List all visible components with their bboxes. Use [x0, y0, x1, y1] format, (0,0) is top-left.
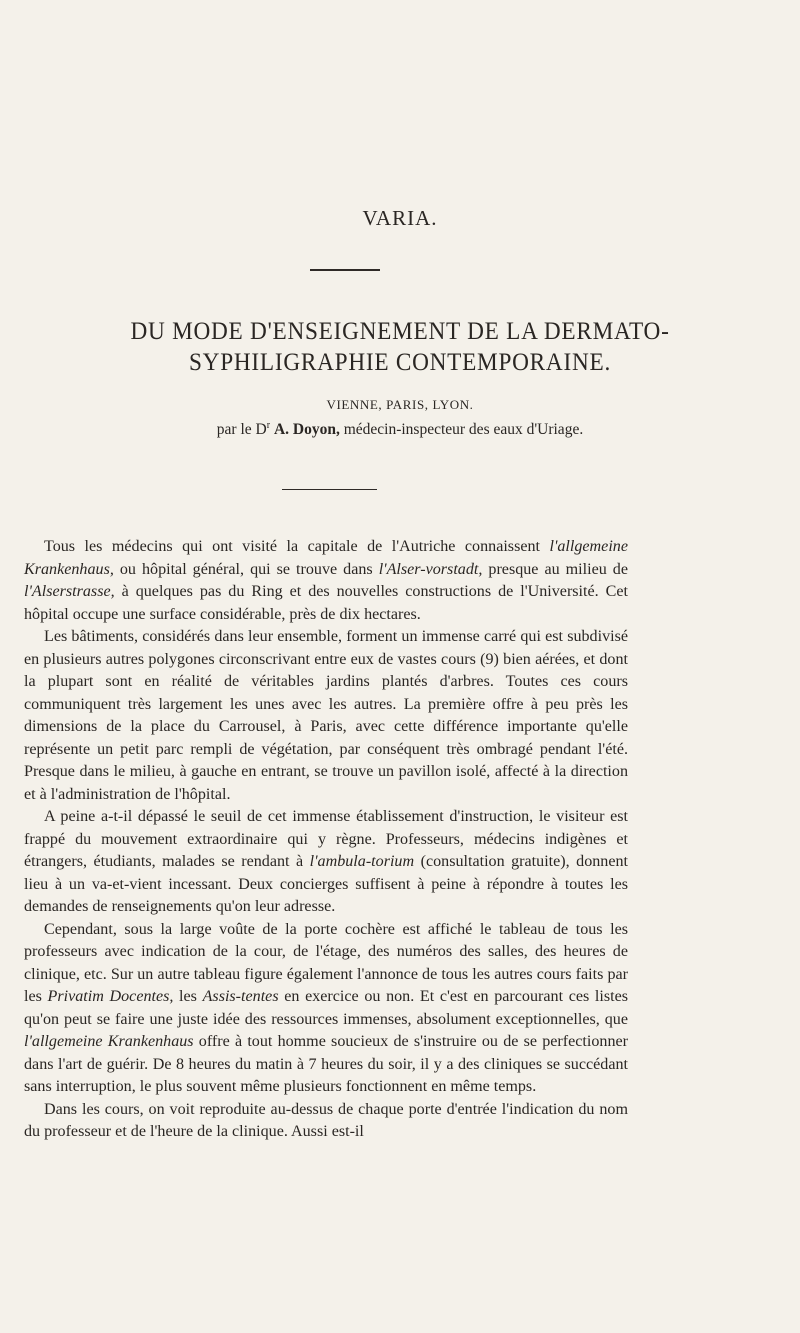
article-body	[24, 536, 628, 1144]
p1-text-c: ou hôpital général, qui se trouve dans	[113, 560, 379, 578]
paragraph-2: Les bâtiments, considérés dans leur ensemble, forment un immense carré qui est subdivisé en plusieurs autres polygones circonscrivant entre eux de vastes cours (9) bien aérées, et dont la plupart sont en réalité de véritables jardins plantés d'arbres. Toutes ces cours communiquent très largement les unes avec les autres. La première offre à peu près les dimensions de la place du Carrousel, à Paris, avec cette différence importante qu'elle représente un petit parc rempli de végétation, par conséquent très ombragé pendant l'été. Presque dans le milieu, à gauche en entrant, se trouve un pavillon isolé, affecté à la direction et à l'administration de l'hôpital.	[24, 628, 628, 803]
p1-text-e: presque au milieu de	[482, 560, 628, 578]
p4-italic-krankenhaus: l'allgemeine Krankenhaus	[24, 1033, 194, 1050]
p3-italic-ambulatorium: l'ambula-torium	[309, 853, 415, 870]
p4-italic-assistentes: Assis-tentes	[202, 988, 279, 1005]
p1-italic-alservorstadt: l'Alser-vorstadt,	[378, 560, 483, 578]
p1-text-g: à quelques pas du Ring et des nouvelles constructions de l'Université. Cet hôpital occupe une surface considérable, près de dix hectares.	[24, 583, 628, 623]
section-divider	[310, 269, 380, 271]
paragraph-5: Dans les cours, on voit reproduite au-dessus de chaque porte d'entrée l'indication du nom du professeur et de l'heure de la clinique. Aussi est-il	[24, 1100, 628, 1140]
paragraph-1	[24, 536, 628, 626]
p3-text-a: A peine a-t-il dépassé le seuil de cet immense établissement d'instruction, le visiteur est frappé du mouvement extraordinaire qui y règne. Professeurs, médecins indigènes et étrangers, étudiants, malades se rendant à	[24, 808, 628, 870]
byline-divider	[282, 489, 377, 490]
p4-text-e: en exercice ou non. Et c'est en parcourant ces listes qu'on peut se faire une juste idée des ressources immenses, absolument exceptionnelles, que	[24, 988, 628, 1028]
p1-italic-alserstrasse: l'Alserstrasse,	[24, 583, 115, 600]
p1-text-a: Tous les médecins qui ont visité la capitale de l'Autriche connaissent	[44, 538, 550, 555]
p4-text-a: Cependant, sous la large voûte de la porte cochère est affiché le tableau de tous les professeurs avec indication de la cour, de l'étage, des numéros des salles, des heures de clinique, etc. Sur un autre tableau figure également l'annonce de tous les autres cours faits par les	[24, 920, 628, 1005]
article-cities: VIENNE, PARIS, LYON.	[326, 397, 474, 412]
p4-italic-privatim-docentes: Privatim Docentes,	[47, 988, 174, 1005]
p3-text-c: (consultation gratuite), donnent lieu à un va-et-vient incessant. Deux concierges suffisent à peine à répondre à toutes les demandes de renseignements qu'on leur adresse.	[24, 853, 628, 915]
byline-superscript: r	[266, 420, 271, 431]
p1-italic-krankenhaus: l'allgemeine Krankenhaus,	[24, 538, 628, 578]
article-title	[28, 316, 772, 378]
paragraph-3	[24, 806, 628, 919]
p4-text-c: les	[173, 988, 203, 1005]
byline-prefix: par le D	[216, 421, 267, 439]
p4-text-g: offre à tout homme soucieux de s'instruire ou de se perfectionner dans l'art de guérir. De 8 heures du matin à 7 heures du soir, il y a des cliniques se succédant sans interruption, le plus souvent même plusieurs fonctionnent en même temps.	[24, 1033, 628, 1095]
byline-suffix: médecin-inspecteur des eaux d'Uriage.	[343, 421, 584, 439]
article-byline	[0, 420, 800, 439]
article-title-line-2: SYPHILIGRAPHIE CONTEMPORAINE.	[188, 349, 612, 376]
byline-author: A. Doyon,	[273, 421, 340, 439]
article-title-line-1: DU MODE D'ENSEIGNEMENT DE LA DERMATO-	[130, 318, 670, 345]
paragraph-4	[24, 919, 628, 1099]
section-title: VARIA.	[362, 206, 438, 230]
